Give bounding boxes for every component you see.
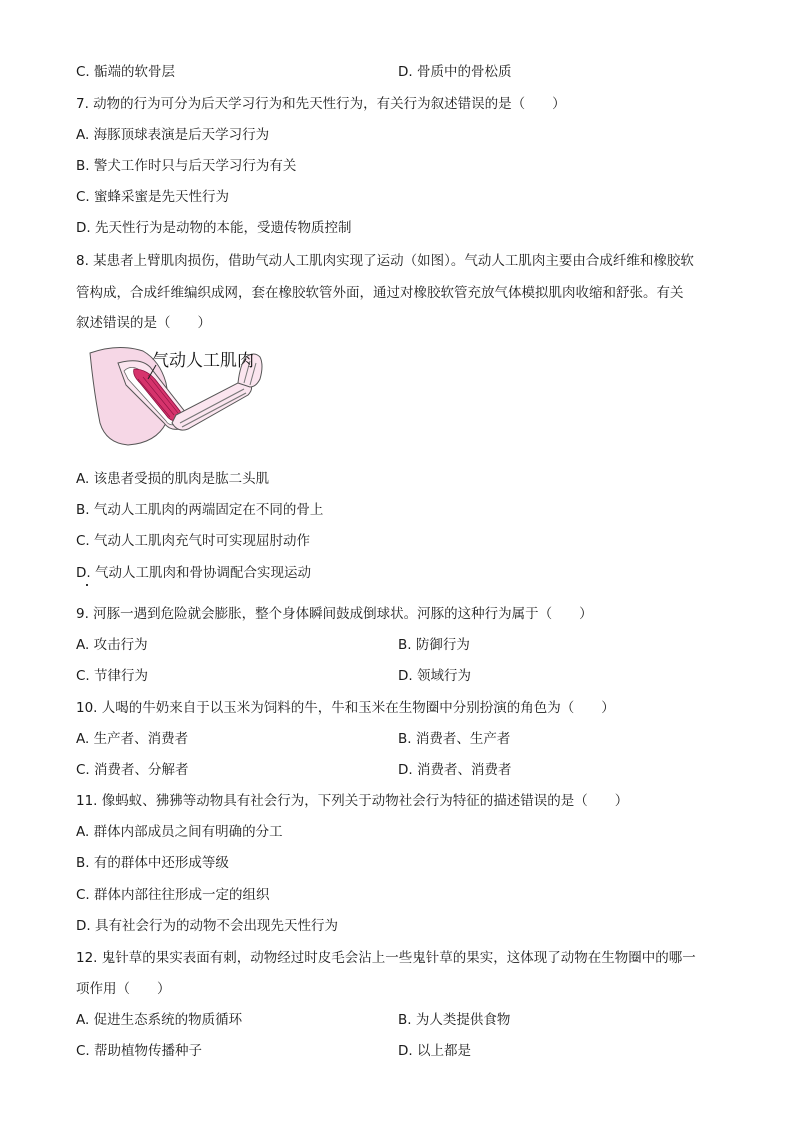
q11-option-d: D. 具有社会行为的动物不会出现先天性行为 <box>76 918 338 934</box>
q7-option-d: D. 先天性行为是动物的本能，受遗传物质控制 <box>76 220 352 236</box>
q11-option-b: B. 有的群体中还形成等级 <box>76 855 229 871</box>
q6-option-c: C. 骺端的软骨层 <box>76 64 176 80</box>
q9-option-b: B. 防御行为 <box>398 637 470 653</box>
q10-option-c: C. 消费者、分解者 <box>76 762 189 778</box>
q7-option-b: B. 警犬工作时只与后天学习行为有关 <box>76 158 297 174</box>
q6-option-d: D. 骨质中的骨松质 <box>398 64 512 80</box>
q10-stem: 10. 人喝的牛奶来自于以玉米为饲料的牛，牛和玉米在生物圈中分别扮演的角色为（ ） <box>76 700 615 716</box>
stray-dot <box>86 584 88 586</box>
q12-option-c: C. 帮助植物传播种子 <box>76 1043 203 1059</box>
q12-option-a: A. 促进生态系统的物质循环 <box>76 1012 243 1028</box>
q8-option-a: A. 该患者受损的肌肉是肱二头肌 <box>76 471 270 487</box>
q12-stem-line2: 项作用（ ） <box>76 981 171 997</box>
q9-option-c: C. 节律行为 <box>76 668 149 684</box>
q11-option-a: A. 群体内部成员之间有明确的分工 <box>76 824 283 840</box>
q7-option-c: C. 蜜蜂采蜜是先天性行为 <box>76 189 230 205</box>
q8-option-c: C. 气动人工肌肉充气时可实现屈肘动作 <box>76 533 311 549</box>
q10-option-a: A. 生产者、消费者 <box>76 731 189 747</box>
q11-option-c: C. 群体内部往往形成一定的组织 <box>76 887 270 903</box>
q10-option-d: D. 消费者、消费者 <box>398 762 512 778</box>
q8-option-b: B. 气动人工肌肉的两端固定在不同的骨上 <box>76 502 324 518</box>
q11-stem: 11. 像蚂蚁、狒狒等动物具有社会行为，下列关于动物社会行为特征的描述错误的是（ ） <box>76 793 629 809</box>
q10-option-b: B. 消费者、生产者 <box>398 731 511 747</box>
q7-option-a: A. 海豚顶球表演是后天学习行为 <box>76 127 270 143</box>
q12-option-b: B. 为人类提供食物 <box>398 1012 511 1028</box>
q9-option-a: A. 攻击行为 <box>76 637 148 653</box>
q9-option-d: D. 领域行为 <box>398 668 471 684</box>
q8-stem-line1: 8. 某患者上臂肌肉损伤，借助气动人工肌肉实现了运动（如图）。气动人工肌肉主要由合成纤维和橡胶软 <box>76 253 694 269</box>
q7-stem: 7. 动物的行为可分为后天学习行为和先天性行为，有关行为叙述错误的是（ ） <box>76 96 566 112</box>
q8-option-d: D. 气动人工肌肉和骨协调配合实现运动 <box>76 565 311 581</box>
q9-stem: 9. 河豚一遇到危险就会膨胀，整个身体瞬间鼓成倒球状。河豚的这种行为属于（ ） <box>76 606 593 622</box>
q12-stem-line1: 12. 鬼针草的果实表面有刺，动物经过时皮毛会沾上一些鬼针草的果实，这体现了动物在生物圈中的哪一 <box>76 950 696 966</box>
figure-label: 气动人工肌肉 <box>152 351 254 371</box>
q8-stem-line2: 管构成，合成纤维编织成网，套在橡胶软管外面，通过对橡胶软管充放气体模拟肌肉收缩和舒张。有关 <box>76 285 684 301</box>
q12-option-d: D. 以上都是 <box>398 1043 471 1059</box>
q8-stem-line3: 叙述错误的是（ ） <box>76 315 211 331</box>
